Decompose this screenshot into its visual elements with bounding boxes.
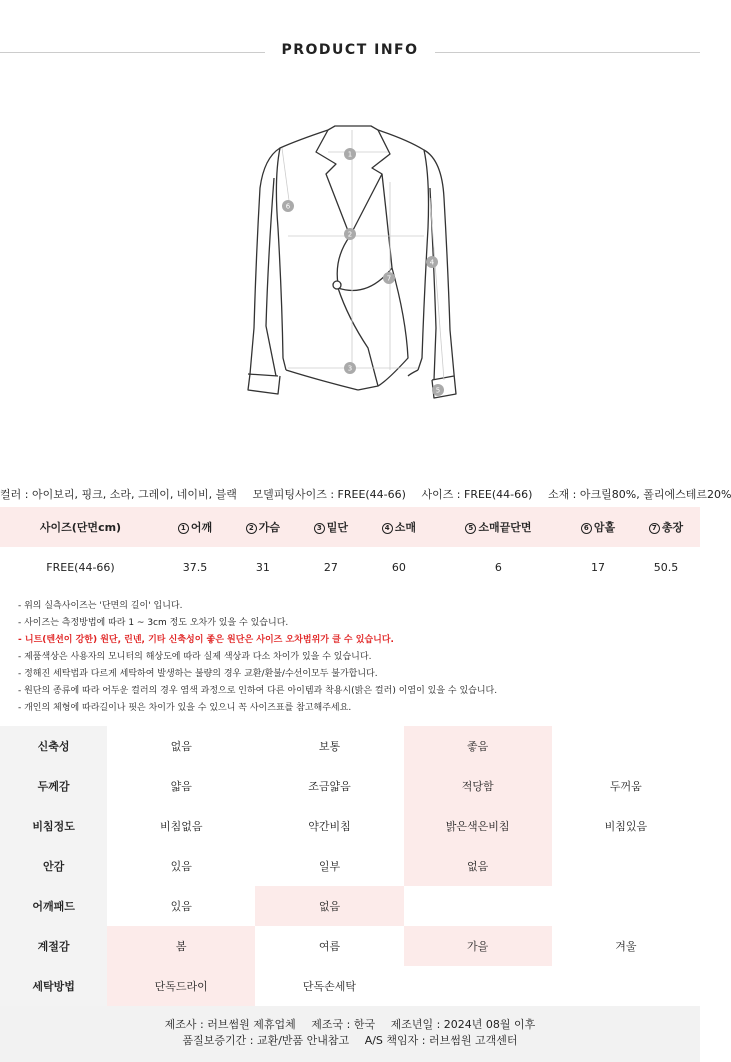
size-header-cell: 3 밑단 (297, 507, 365, 547)
attr-label: 두께감 (0, 766, 107, 806)
size-info: 사이즈 : FREE(44-66) (421, 488, 533, 501)
svg-text:2: 2 (347, 230, 353, 239)
model-fitting-info: 모델피팅사이즈 : FREE(44-66) (252, 488, 406, 501)
attr-label: 계절감 (0, 926, 107, 966)
material-info: 소재 : 아크릴80%, 폴리에스테르20% (547, 488, 731, 501)
as-contact-info: A/S 책임자 : 러브썸원 고객센터 (364, 1034, 518, 1047)
size-table (0, 507, 700, 587)
maker-info: 제조사 : 러브썸원 제휴업체 (164, 1018, 296, 1031)
note-item: - 정해진 세탁법과 다르게 세탁하여 발생하는 불량의 경우 교환/환불/수선이모두 불가합니다. (18, 669, 378, 679)
attr-row-thickness (0, 766, 700, 806)
size-cell: 6 (494, 560, 502, 574)
size-table-header (0, 507, 700, 547)
note-item: - 개인의 체형에 따라길이나 핏은 차이가 있을 수 있으니 꼭 사이즈표를 참고해주세요. (18, 703, 352, 713)
country-info: 제조국 : 한국 (311, 1018, 376, 1031)
svg-text:4: 4 (429, 258, 435, 267)
left-lapel (316, 130, 353, 236)
product-summary-line (0, 486, 731, 502)
size-cell: 60 (391, 560, 406, 574)
attr-option: 얇음 (170, 780, 192, 793)
size-header-cell: 5 소매끝단면 (433, 507, 564, 547)
size-header-cell: 6 암홀 (564, 507, 632, 547)
attr-option-selected: 단독드라이 (107, 966, 255, 1006)
svg-text:5: 5 (435, 386, 441, 395)
note-item: - 제품색상은 사용자의 모니터의 해상도에 따라 실제 색상과 다소 차이가 있을 수 있습니다. (18, 652, 372, 662)
button (333, 281, 341, 289)
attr-option: 비침없음 (159, 820, 203, 833)
note-item: - 사이즈는 측정방법에 따라 1 ~ 3cm 정도 오차가 있을 수 있습니다. (18, 618, 289, 628)
attr-option: 여름 (318, 940, 341, 953)
attr-label: 비침정도 (0, 806, 107, 846)
warranty-info: 품질보증기간 : 교환/반품 안내참고 (182, 1034, 350, 1047)
attr-option: 없음 (170, 740, 192, 753)
attr-row-shoulder-pad (0, 886, 700, 926)
attr-option (404, 886, 552, 926)
size-cell: 37.5 (182, 560, 208, 574)
attr-option (552, 886, 700, 926)
attr-label: 어깨패드 (0, 886, 107, 926)
note-item-warning: - 니트(텐션이 강한) 원단, 린넨, 기타 신축성이 좋은 원단은 사이즈 오차범위가 클 수 있습니다. (18, 635, 394, 645)
attribute-table (0, 726, 700, 1006)
size-cell: 50.5 (653, 560, 679, 574)
attr-label: 안감 (0, 846, 107, 886)
size-cell: 17 (590, 560, 605, 574)
attr-option: 일부 (318, 860, 341, 873)
attr-option-selected: 적당함 (404, 766, 552, 806)
attr-option: 겨울 (615, 940, 637, 953)
svg-text:7: 7 (386, 274, 392, 283)
jacket-diagram (238, 118, 464, 410)
note-item: - 원단의 종류에 따라 어두운 컬러의 경우 염색 과정으로 인하여 다른 아이템과 착용시(밝은 컬러) 이염이 있을 수 있습니다. (18, 686, 498, 696)
page-title: PRODUCT INFO (265, 42, 434, 58)
attr-option: 보통 (318, 740, 341, 753)
size-header-cell: 2 가슴 (229, 507, 297, 547)
attr-option-selected: 좋음 (404, 726, 552, 766)
attr-option-selected: 없음 (255, 886, 403, 926)
attr-option: 있음 (170, 860, 192, 873)
size-header-cell: 1 어깨 (161, 507, 229, 547)
attr-option-selected: 없음 (404, 846, 552, 886)
svg-text:1: 1 (347, 150, 353, 159)
attr-option (552, 846, 700, 886)
attr-option: 비침있음 (604, 820, 648, 833)
svg-text:3: 3 (347, 364, 353, 373)
size-cell: 27 (323, 560, 338, 574)
attr-option (404, 966, 552, 1006)
product-info-header (0, 42, 700, 62)
attr-option: 있음 (170, 900, 192, 913)
right-lapel (347, 130, 390, 236)
size-header-cell: 사이즈(단면cm) (0, 507, 161, 547)
attr-row-elasticity (0, 726, 700, 766)
attr-option: 단독손세탁 (302, 980, 357, 993)
attr-option-selected: 가을 (404, 926, 552, 966)
attr-option (552, 966, 700, 1006)
attr-option: 두꺼움 (609, 780, 642, 793)
jacket-right-side (378, 130, 429, 370)
attr-option: 약간비침 (308, 820, 351, 833)
attr-option-selected: 밝은색은비침 (404, 806, 552, 846)
manufacture-date-info: 제조년일 : 2024년 08월 이후 (390, 1018, 536, 1031)
attr-option-selected: 봄 (107, 926, 255, 966)
size-cell: 31 (255, 560, 270, 574)
size-header-cell: 4 소매 (365, 507, 433, 547)
attr-option: 조금얇음 (308, 780, 351, 793)
size-cell: FREE(44-66) (46, 560, 115, 574)
manufacturer-footer (0, 1006, 700, 1062)
attr-row-season (0, 926, 700, 966)
color-info: 컬러 : 아이보리, 핑크, 소라, 그레이, 네이비, 블랙 (0, 488, 237, 501)
attr-row-lining (0, 846, 700, 886)
note-item: - 위의 실측사이즈는 '단면의 길이' 입니다. (18, 601, 183, 611)
attr-row-washing (0, 966, 700, 1006)
attr-row-sheerness (0, 806, 700, 846)
svg-text:6: 6 (285, 202, 291, 211)
left-sleeve (248, 148, 280, 394)
attr-label: 신축성 (0, 726, 107, 766)
size-table-row (0, 547, 700, 587)
size-header-cell: 7 총장 (632, 507, 700, 547)
attr-label: 세탁방법 (0, 966, 107, 1006)
size-notes (18, 599, 688, 718)
attr-option (552, 726, 700, 766)
